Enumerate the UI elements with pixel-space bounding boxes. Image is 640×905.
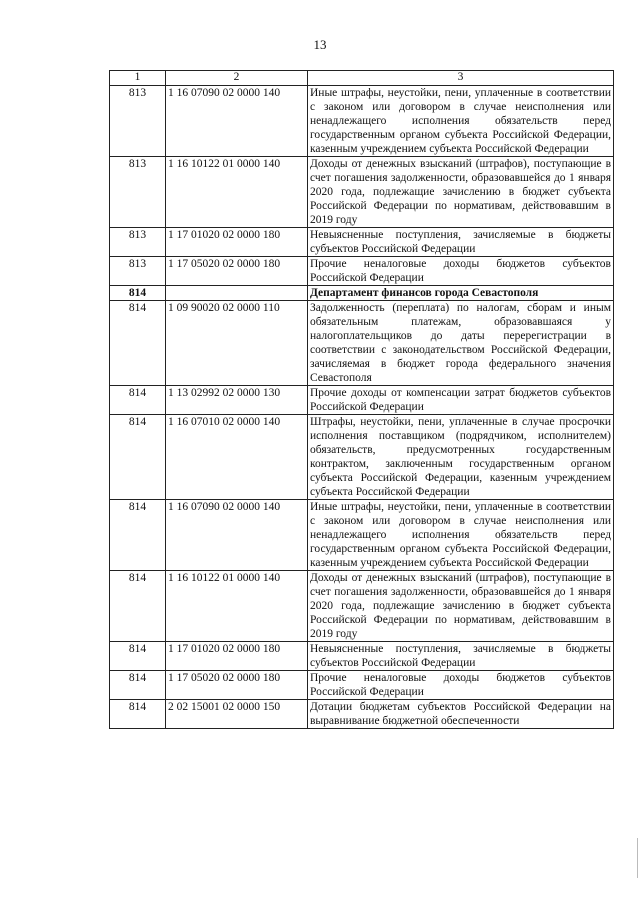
revenue-name-cell: Доходы от денежных взысканий (штрафов), поступающие в счет погашения задолженности, образовавшейся до 1 января 2020 года, подлежащие зачислению в бюджет субъекта Российской Федерации по нормативам, действовавшим в 2019 году bbox=[308, 571, 614, 642]
budget-code-cell: 1 17 01020 02 0000 180 bbox=[166, 642, 308, 671]
admin-code-cell: 813 bbox=[110, 157, 166, 228]
scan-edge-mark bbox=[637, 838, 638, 878]
admin-code-cell: 814 bbox=[110, 386, 166, 415]
table-row bbox=[110, 671, 614, 700]
budget-code-cell: 1 17 05020 02 0000 180 bbox=[166, 257, 308, 286]
table-row bbox=[110, 500, 614, 571]
admin-code-cell: 813 bbox=[110, 257, 166, 286]
admin-code-cell: 814 bbox=[110, 500, 166, 571]
table-row bbox=[110, 86, 614, 157]
budget-code-cell: 1 16 10122 01 0000 140 bbox=[166, 571, 308, 642]
budget-code-cell: 1 17 05020 02 0000 180 bbox=[166, 671, 308, 700]
admin-code-cell: 814 bbox=[110, 415, 166, 500]
revenue-name-cell: Прочие неналоговые доходы бюджетов субъектов Российской Федерации bbox=[308, 257, 614, 286]
revenue-name-cell: Штрафы, неустойки, пени, уплаченные в случае просрочки исполнения поставщиком (подрядчиком, исполнителем) обязательств, предусмотренных государственным контрактом, заключенным государственным органом субъекта Российской Федерации, казенным учреждением субъекта Российской Федерации bbox=[308, 415, 614, 500]
table-row bbox=[110, 700, 614, 729]
admin-code-cell: 813 bbox=[110, 228, 166, 257]
revenue-classification-table bbox=[109, 70, 614, 729]
column-header-3: 3 bbox=[308, 71, 614, 86]
table-row bbox=[110, 286, 614, 301]
revenue-name-cell: Иные штрафы, неустойки, пени, уплаченные в соответствии с законом или договором в случае неисполнения или ненадлежащего исполнения обязательств перед государственным органом субъекта Российской Федерации, казенным учреждением субъекта Российской Федерации bbox=[308, 500, 614, 571]
table-row bbox=[110, 257, 614, 286]
admin-code-cell: 814 bbox=[110, 671, 166, 700]
revenue-name-cell: Доходы от денежных взысканий (штрафов), поступающие в счет погашения задолженности, образовавшейся до 1 января 2020 года, подлежащие зачислению в бюджет субъекта Российской Федерации по нормативам, действовавшим в 2019 году bbox=[308, 157, 614, 228]
revenue-name-cell: Задолженность (переплата) по налогам, сборам и иным обязательным платежам, образовавшаяся у налогоплательщиков до даты перерегистрации в соответствии с законодательством Российской Федерации, зачисляемая в бюджет города федерального значения Севастополя bbox=[308, 301, 614, 386]
budget-code-cell bbox=[166, 286, 308, 301]
table-row bbox=[110, 228, 614, 257]
admin-code-cell: 813 bbox=[110, 86, 166, 157]
revenue-name-cell: Иные штрафы, неустойки, пени, уплаченные в соответствии с законом или договором в случае неисполнения или ненадлежащего исполнения обязательств перед государственным органом субъекта Российской Федерации, казенным учреждением субъекта Российской Федерации bbox=[308, 86, 614, 157]
table-row bbox=[110, 642, 614, 671]
table-row bbox=[110, 386, 614, 415]
revenue-name-cell: Дотации бюджетам субъектов Российской Федерации на выравнивание бюджетной обеспеченности bbox=[308, 700, 614, 729]
admin-code-cell: 814 bbox=[110, 286, 166, 301]
table-row bbox=[110, 415, 614, 500]
budget-code-cell: 2 02 15001 02 0000 150 bbox=[166, 700, 308, 729]
revenue-name-cell: Департамент финансов города Севастополя bbox=[308, 286, 614, 301]
admin-code-cell: 814 bbox=[110, 301, 166, 386]
revenue-name-cell: Невыясненные поступления, зачисляемые в бюджеты субъектов Российской Федерации bbox=[308, 228, 614, 257]
budget-code-cell: 1 16 07010 02 0000 140 bbox=[166, 415, 308, 500]
revenue-name-cell: Невыясненные поступления, зачисляемые в бюджеты субъектов Российской Федерации bbox=[308, 642, 614, 671]
table-row bbox=[110, 157, 614, 228]
table-header-row bbox=[110, 71, 614, 86]
budget-code-cell: 1 13 02992 02 0000 130 bbox=[166, 386, 308, 415]
budget-code-cell: 1 09 90020 02 0000 110 bbox=[166, 301, 308, 386]
column-header-2: 2 bbox=[166, 71, 308, 86]
admin-code-cell: 814 bbox=[110, 642, 166, 671]
revenue-name-cell: Прочие доходы от компенсации затрат бюджетов субъектов Российской Федерации bbox=[308, 386, 614, 415]
budget-code-cell: 1 16 07090 02 0000 140 bbox=[166, 500, 308, 571]
page-number: 13 bbox=[313, 37, 327, 52]
table-row bbox=[110, 301, 614, 386]
admin-code-cell: 814 bbox=[110, 700, 166, 729]
admin-code-cell: 814 bbox=[110, 571, 166, 642]
revenue-name-cell: Прочие неналоговые доходы бюджетов субъектов Российской Федерации bbox=[308, 671, 614, 700]
budget-code-cell: 1 16 07090 02 0000 140 bbox=[166, 86, 308, 157]
table-row bbox=[110, 571, 614, 642]
budget-code-cell: 1 16 10122 01 0000 140 bbox=[166, 157, 308, 228]
budget-code-cell: 1 17 01020 02 0000 180 bbox=[166, 228, 308, 257]
column-header-1: 1 bbox=[110, 71, 166, 86]
